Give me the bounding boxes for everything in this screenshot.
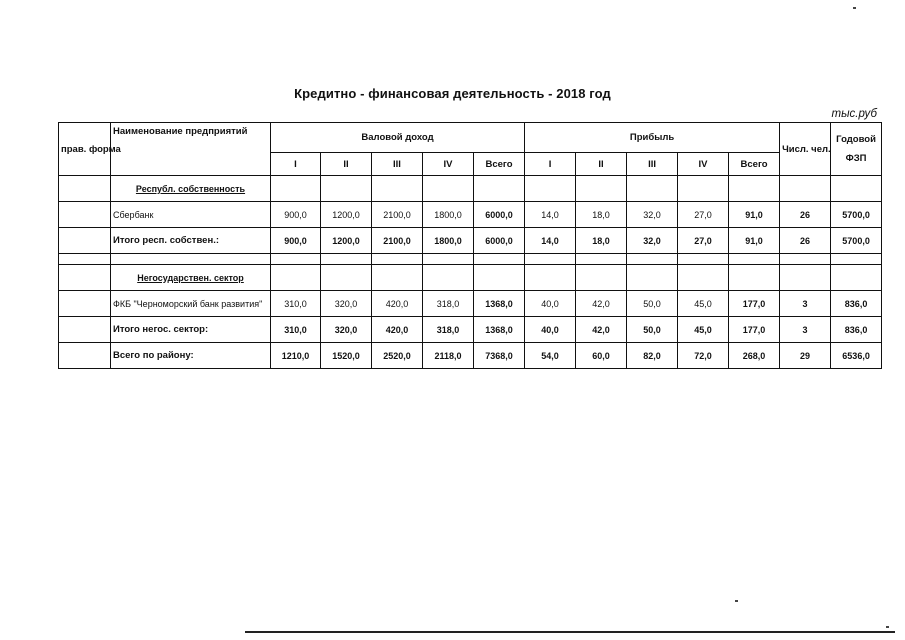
table-cell: 310,0 xyxy=(271,291,321,317)
income-quarter-header: III xyxy=(372,153,423,176)
table-cell xyxy=(321,176,372,202)
table-cell xyxy=(423,265,474,291)
scan-speck xyxy=(735,600,738,602)
table-cell: 3 xyxy=(780,317,831,343)
table-cell: 50,0 xyxy=(627,317,678,343)
profit-quarter-header: I xyxy=(525,153,576,176)
total-label: Итого негос. сектор: xyxy=(111,317,271,343)
table-cell xyxy=(627,176,678,202)
table-cell xyxy=(59,291,111,317)
table-cell: 82,0 xyxy=(627,343,678,369)
income-quarter-header: Всего xyxy=(474,153,525,176)
table-cell: 1520,0 xyxy=(321,343,372,369)
total-label: Итого респ. собствен.: xyxy=(111,228,271,254)
table-cell: 5700,0 xyxy=(831,202,882,228)
table-cell xyxy=(423,176,474,202)
table-cell: 1800,0 xyxy=(423,202,474,228)
table-cell: 27,0 xyxy=(678,202,729,228)
table-cell: 320,0 xyxy=(321,317,372,343)
table-cell: 54,0 xyxy=(525,343,576,369)
finance-table xyxy=(58,122,882,369)
profit-header: Прибыль xyxy=(525,123,780,153)
table-row xyxy=(59,265,882,291)
table-cell: 32,0 xyxy=(627,228,678,254)
scan-speck xyxy=(886,626,889,628)
table-cell: 26 xyxy=(780,228,831,254)
table-cell xyxy=(678,176,729,202)
table-row xyxy=(59,291,882,317)
table-cell: 40,0 xyxy=(525,291,576,317)
table-cell: 72,0 xyxy=(678,343,729,369)
table-cell xyxy=(474,254,525,265)
profit-quarter-header: III xyxy=(627,153,678,176)
gross-income-header: Валовой доход xyxy=(271,123,525,153)
table-cell: 26 xyxy=(780,202,831,228)
table-cell xyxy=(729,254,780,265)
table-row xyxy=(59,343,882,369)
table-cell xyxy=(627,254,678,265)
enterprise-name: Сбербанк xyxy=(111,202,271,228)
section-title: Республ. собственность xyxy=(111,176,271,202)
table-cell xyxy=(678,254,729,265)
fzp-header: Годовой ФЗП xyxy=(831,123,882,176)
table-row xyxy=(59,254,882,265)
table-cell: 6000,0 xyxy=(474,202,525,228)
profit-quarter-header: IV xyxy=(678,153,729,176)
table-cell xyxy=(576,254,627,265)
table-cell: 18,0 xyxy=(576,228,627,254)
table-cell: 268,0 xyxy=(729,343,780,369)
table-cell: 40,0 xyxy=(525,317,576,343)
table-cell xyxy=(474,265,525,291)
table-cell xyxy=(525,176,576,202)
table-cell xyxy=(372,265,423,291)
table-cell: 18,0 xyxy=(576,202,627,228)
table-cell xyxy=(576,265,627,291)
table-cell: 42,0 xyxy=(576,317,627,343)
table-cell: 45,0 xyxy=(678,291,729,317)
table-cell xyxy=(321,254,372,265)
enterprise-name-header: Наименование предприятий xyxy=(111,123,271,176)
table-cell xyxy=(729,176,780,202)
table-cell xyxy=(780,254,831,265)
table-cell: 27,0 xyxy=(678,228,729,254)
table-cell xyxy=(59,254,111,265)
table-cell xyxy=(59,202,111,228)
table-cell: 320,0 xyxy=(321,291,372,317)
table-cell: 3 xyxy=(780,291,831,317)
table-row xyxy=(59,317,882,343)
table-cell xyxy=(271,254,321,265)
table-row xyxy=(59,228,882,254)
table-cell xyxy=(678,265,729,291)
table-cell xyxy=(780,176,831,202)
table-cell: 6000,0 xyxy=(474,228,525,254)
table-cell xyxy=(474,176,525,202)
table-cell: 177,0 xyxy=(729,317,780,343)
income-quarter-header: II xyxy=(321,153,372,176)
table-cell xyxy=(729,265,780,291)
table-row xyxy=(59,176,882,202)
table-cell: 900,0 xyxy=(271,228,321,254)
table-cell: 1800,0 xyxy=(423,228,474,254)
table-cell: 177,0 xyxy=(729,291,780,317)
table-cell: 310,0 xyxy=(271,317,321,343)
bottom-rule xyxy=(245,631,895,633)
table-cell: 91,0 xyxy=(729,202,780,228)
table-cell: 318,0 xyxy=(423,317,474,343)
table-cell: 420,0 xyxy=(372,291,423,317)
table-cell xyxy=(271,265,321,291)
table-cell: 6536,0 xyxy=(831,343,882,369)
table-cell: 2100,0 xyxy=(372,202,423,228)
table-cell xyxy=(780,265,831,291)
table-cell: 60,0 xyxy=(576,343,627,369)
table-cell: 1200,0 xyxy=(321,202,372,228)
table-cell: 836,0 xyxy=(831,317,882,343)
table-cell: 836,0 xyxy=(831,291,882,317)
section-title: Негосударствен. сектор xyxy=(111,265,271,291)
table-cell xyxy=(321,265,372,291)
table-cell: 14,0 xyxy=(525,228,576,254)
enterprise-name: ФКБ "Черноморский банк развития" xyxy=(111,291,271,317)
table-cell: 45,0 xyxy=(678,317,729,343)
table-cell xyxy=(576,176,627,202)
table-cell: 91,0 xyxy=(729,228,780,254)
table-cell xyxy=(111,254,271,265)
table-cell: 5700,0 xyxy=(831,228,882,254)
table-cell xyxy=(831,254,882,265)
table-cell: 2100,0 xyxy=(372,228,423,254)
income-quarter-header: I xyxy=(271,153,321,176)
table-cell xyxy=(525,265,576,291)
table-cell: 7368,0 xyxy=(474,343,525,369)
headcount-header: Числ. чел. xyxy=(780,123,831,176)
table-cell xyxy=(59,343,111,369)
legal-form-header: прав. форма xyxy=(59,123,111,176)
table-cell xyxy=(831,265,882,291)
table-row xyxy=(59,202,882,228)
table-cell xyxy=(372,176,423,202)
total-label: Всего по району: xyxy=(111,343,271,369)
scan-speck xyxy=(853,7,856,9)
profit-quarter-header: II xyxy=(576,153,627,176)
table-cell: 1368,0 xyxy=(474,291,525,317)
table-cell xyxy=(525,254,576,265)
table-cell: 1368,0 xyxy=(474,317,525,343)
table-cell: 32,0 xyxy=(627,202,678,228)
table-cell: 29 xyxy=(780,343,831,369)
units-label: тыс.руб xyxy=(831,108,877,120)
table-cell: 420,0 xyxy=(372,317,423,343)
table-cell xyxy=(59,228,111,254)
table-cell: 2520,0 xyxy=(372,343,423,369)
table-cell xyxy=(271,176,321,202)
table-cell: 900,0 xyxy=(271,202,321,228)
table-cell: 2118,0 xyxy=(423,343,474,369)
profit-quarter-header: Всего xyxy=(729,153,780,176)
table-cell: 14,0 xyxy=(525,202,576,228)
table-cell xyxy=(59,317,111,343)
table-cell xyxy=(59,265,111,291)
table-cell xyxy=(59,176,111,202)
table-cell xyxy=(627,265,678,291)
table-cell xyxy=(372,254,423,265)
table-cell: 50,0 xyxy=(627,291,678,317)
table-cell xyxy=(423,254,474,265)
table-cell: 42,0 xyxy=(576,291,627,317)
table-cell: 1200,0 xyxy=(321,228,372,254)
income-quarter-header: IV xyxy=(423,153,474,176)
table-cell xyxy=(831,176,882,202)
table-cell: 318,0 xyxy=(423,291,474,317)
report-title: Кредитно - финансовая деятельность - 2018 год xyxy=(294,86,611,101)
table-cell: 1210,0 xyxy=(271,343,321,369)
